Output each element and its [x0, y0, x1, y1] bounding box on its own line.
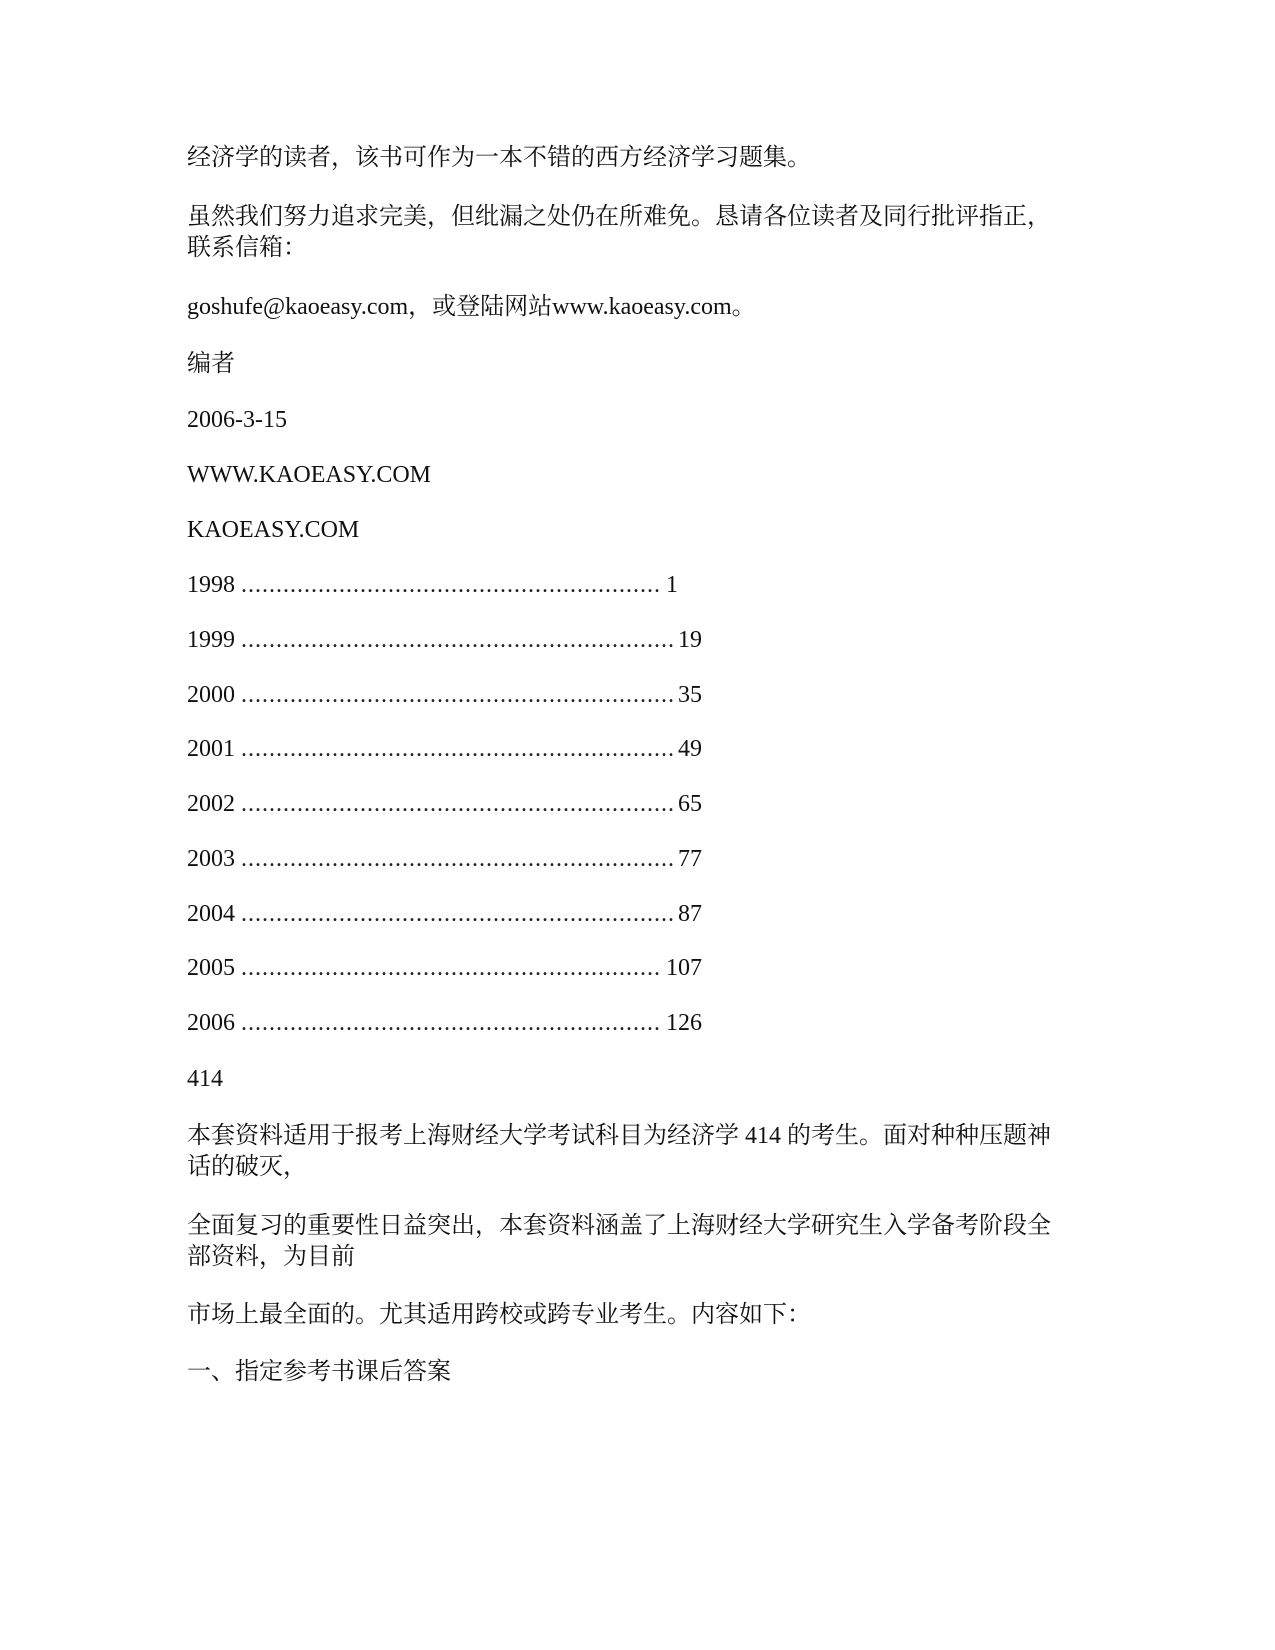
toc-year: 1999	[187, 627, 235, 653]
intro-paragraph-1: 经济学的读者，该书可作为一本不错的西方经济学习题集。	[187, 145, 811, 171]
signature: 编者	[187, 351, 235, 377]
toc-year: 2005	[187, 955, 235, 981]
toc-entry	[187, 734, 702, 764]
toc-year: 2006	[187, 1010, 235, 1036]
toc-year: 2001	[187, 736, 235, 762]
toc-year: 2004	[187, 901, 235, 927]
toc-year: 2002	[187, 791, 235, 817]
toc-page-number: 1	[666, 572, 678, 598]
body-paragraph-2-line-2: 部资料，为目前	[187, 1244, 355, 1270]
toc-entry	[187, 625, 702, 655]
toc-entry	[187, 899, 702, 929]
toc-leader	[241, 570, 662, 600]
toc-leader	[241, 953, 662, 983]
toc-entry	[187, 844, 702, 874]
site-url-upper: WWW.KAOEASY.COM	[187, 462, 432, 488]
toc-page-number: 19	[678, 627, 702, 653]
intro-paragraph-2-line-2: 联系信箱：	[187, 235, 307, 261]
toc-page-number: 107	[666, 955, 702, 981]
toc-page-number: 49	[678, 736, 702, 762]
toc-leader	[241, 734, 674, 764]
body-paragraph-1-line-2: 话的破灭，	[187, 1154, 307, 1180]
date: 2006-3-15	[187, 407, 287, 433]
toc-entry	[187, 680, 702, 710]
contact-line: goshufe@kaoeasy.com，或登陆网站www.kaoeasy.com。	[187, 294, 756, 320]
toc-page-number: 126	[666, 1010, 702, 1036]
toc-leader	[241, 680, 674, 710]
toc-page-number: 65	[678, 791, 702, 817]
toc-year: 2000	[187, 682, 235, 708]
subject-code: 414	[187, 1066, 223, 1092]
toc-page-number: 87	[678, 901, 702, 927]
toc-leader	[241, 625, 674, 655]
site-url-short: KAOEASY.COM	[187, 517, 360, 543]
toc-entry	[187, 789, 702, 819]
section-heading: 一、指定参考书课后答案	[187, 1359, 451, 1385]
toc-leader	[241, 899, 674, 929]
body-paragraph-3: 市场上最全面的。尤其适用跨校或跨专业考生。内容如下：	[187, 1302, 811, 1328]
toc-year: 2003	[187, 846, 235, 872]
toc-page-number: 77	[678, 846, 702, 872]
toc-entry	[187, 953, 702, 983]
body-paragraph-1-line-1: 本套资料适用于报考上海财经大学考试科目为经济学 414 的考生。面对种种压题神	[187, 1123, 1051, 1149]
toc-entry	[187, 1008, 702, 1038]
body-paragraph-2-line-1: 全面复习的重要性日益突出，本套资料涵盖了上海财经大学研究生入学备考阶段全	[187, 1213, 1051, 1239]
toc-year: 1998	[187, 572, 235, 598]
toc-page-number: 35	[678, 682, 702, 708]
toc-leader	[241, 844, 674, 874]
intro-paragraph-2-line-1: 虽然我们努力追求完美，但纰漏之处仍在所难免。恳请各位读者及同行批评指正，	[187, 204, 1051, 230]
toc-entry	[187, 570, 678, 600]
toc-leader	[241, 1008, 662, 1038]
toc-leader	[241, 789, 674, 819]
